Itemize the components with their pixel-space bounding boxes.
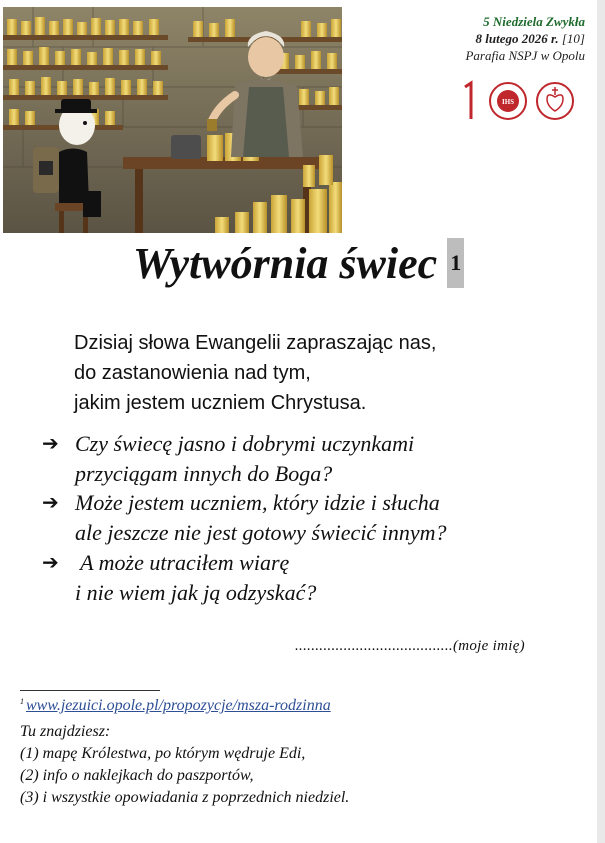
footnote-line: Tu znajdziesz: <box>20 723 111 740</box>
viewer-background <box>597 0 605 843</box>
footnote-separator <box>20 690 160 691</box>
question-line: przyciągam innych do Boga? <box>75 461 333 486</box>
footnote-line: (2) info o naklejkach do paszportów, <box>20 767 254 784</box>
footnote-reference: 1 <box>447 238 464 288</box>
ihs-monogram: IHS <box>501 98 515 106</box>
website-link[interactable]: www.jezuici.opole.pl/propozycje/msza-rodzinna <box>26 697 331 714</box>
parish-logos <box>463 79 591 121</box>
arrow-icon: ➔ <box>42 552 59 574</box>
arrow-icon: ➔ <box>42 433 59 455</box>
issue-number: [10] <box>561 31 585 46</box>
intro-line: jakim jestem uczniem Chrystusa. <box>74 392 367 414</box>
footnote-text <box>20 721 349 809</box>
date: 8 lutego 2026 r. <box>475 31 559 46</box>
liturgical-sunday: 5 Niedziela Zwykła <box>483 14 585 29</box>
intro-line: Dzisiaj słowa Ewangelii zapraszając nas, <box>74 332 437 354</box>
question-line: i nie wiem jak ją odzyskać? <box>75 580 317 605</box>
arrow-icon: ➔ <box>42 492 59 514</box>
question-line: ale jeszcze nie jest gotowy świecić innym? <box>75 520 447 545</box>
question-line: Czy świecę jasno i dobrymi uczynkami <box>75 431 415 456</box>
candle-workshop-illustration <box>3 7 342 233</box>
name-signature-line: .......................................(moje imię) <box>295 638 525 654</box>
jubilee-100-logo <box>465 83 579 119</box>
intro-line: do zastanowienia nad tym, <box>74 362 311 384</box>
question-line: A może utraciłem wiarę <box>75 550 290 575</box>
title-text: Wytwórnia świec <box>132 239 438 288</box>
footnote-line: (1) mapę Królestwa, po którym wędruje Edi, <box>20 745 306 762</box>
footnote-line: (3) i wszystkie opowiadania z poprzednich niedziel. <box>20 789 350 806</box>
footnote-link[interactable] <box>20 697 331 715</box>
footnote-mark: 1 <box>20 697 24 706</box>
intro-paragraph <box>74 328 436 418</box>
page-title <box>0 238 597 289</box>
parish-name: Parafia NSPJ w Opolu <box>465 48 585 63</box>
bulletin-header <box>465 13 585 64</box>
question-line: Może jestem uczniem, który idzie i słucha <box>75 490 440 515</box>
